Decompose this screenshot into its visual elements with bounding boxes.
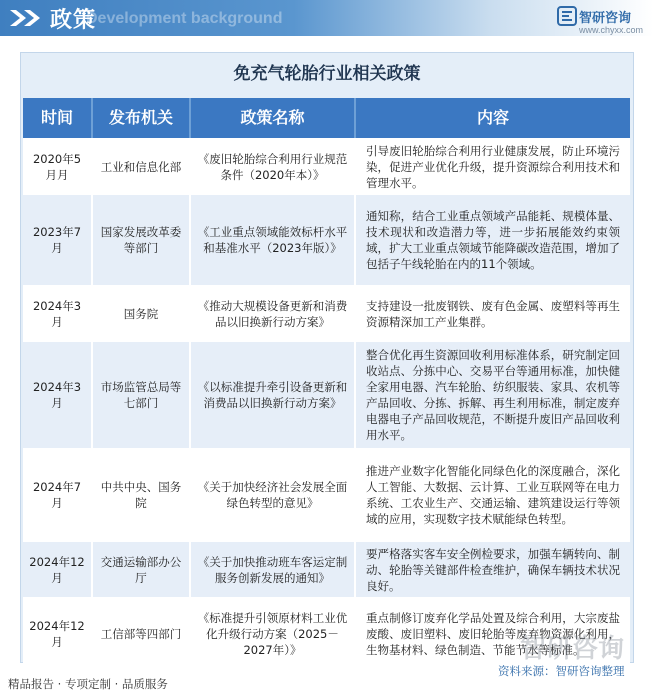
source-note: 资料来源：智研咨询整理 — [498, 664, 625, 678]
cell-time: 2024年12月 — [23, 542, 93, 597]
cell-time: 2020年5月月 — [23, 140, 93, 193]
brand-logo-block — [557, 6, 649, 36]
table-header-row — [23, 98, 630, 140]
brand-name: 智研咨询 — [579, 11, 632, 26]
cell-content: 重点制修订废弃化学品处置及综合利用，大宗废盐废酸、废旧塑料、废旧轮胎等废弃物资源化利用，生物基材料、绿色制造、节能节水等标准。 — [366, 610, 620, 657]
cell-policy: 《标准提升引领原材料工业优化升级行动方案（2025－2027年）》 — [191, 599, 356, 668]
cell-time: 2024年3月 — [23, 287, 93, 340]
cell-time: 2024年7月 — [23, 450, 93, 540]
section-title: 政策 — [50, 8, 97, 33]
cell-time: 2023年7月 — [23, 195, 93, 285]
cell-content: 要严格落实客车安全例检要求，加强车辆转向、制动、轮胎等关键部件检查维护，确保车辆技术状况良好。 — [366, 546, 620, 593]
policy-table — [23, 98, 630, 670]
cell-policy: 《关于加快推动班车客运定制服务创新发展的通知》 — [191, 542, 356, 597]
cell-agency: 工信部等四部门 — [93, 599, 191, 668]
cell-content: 通知称，结合工业重点领域产品能耗、规模体量、技术现状和改造潜力等，进一步拓展能效约束领域，扩大工业重点领域节能降碳改造范围，增加了包括子午线轮胎在内的11个领域。 — [366, 209, 620, 271]
section-banner — [0, 0, 653, 36]
column-header-policy: 政策名称 — [191, 98, 356, 138]
banner-watermark: Development background — [86, 10, 283, 27]
table-row — [23, 287, 630, 342]
brand-url: www.chyxx.com — [579, 25, 644, 35]
cell-agency: 交通运输部办公厅 — [93, 542, 191, 597]
column-header-agency: 发布机关 — [93, 98, 191, 138]
corner-watermark: 智研咨询 — [520, 634, 625, 664]
cell-policy: 《关于加快经济社会发展全面绿色转型的意见》 — [191, 450, 356, 540]
cell-agency: 国家发展改革委等部门 — [93, 195, 191, 285]
cell-agency: 工业和信息化部 — [93, 140, 191, 193]
double-chevron-icon — [8, 8, 48, 28]
cell-agency: 市场监管总局等七部门 — [93, 342, 191, 448]
cell-agency: 中共中央、国务院 — [93, 450, 191, 540]
column-header-content: 内容 — [476, 108, 509, 127]
cell-content: 引导废旧轮胎综合利用行业健康发展，防止环境污染，促进产业优化升级，提升资源综合利用技术和管理水平。 — [366, 143, 620, 190]
cell-policy: 《废旧轮胎综合利用行业规范条件（2020年本）》 — [191, 140, 356, 193]
table-row — [23, 450, 630, 542]
cell-policy: 《工业重点领域能效标杆水平和基准水平（2023年版）》 — [191, 195, 356, 285]
cell-agency: 国务院 — [93, 287, 191, 340]
footer-tagline: 精品报告 · 专项定制 · 品质服务 — [8, 677, 168, 691]
cell-time: 2024年12月 — [23, 599, 93, 668]
cell-policy: 《以标准提升牵引设备更新和消费品以旧换新行动方案》 — [191, 342, 356, 448]
brand-logo-icon — [557, 6, 577, 26]
cell-content: 推进产业数字化智能化同绿色化的深度融合，深化人工智能、大数据、云计算、工业互联网等在电力系统、工农业生产、交通运输、建筑建设运行等领域的应用，实现数字技术赋能绿色转型。 — [366, 464, 620, 526]
cell-time: 2024年3月 — [23, 342, 93, 448]
table-row — [23, 140, 630, 195]
table-row — [23, 342, 630, 450]
table-row — [23, 542, 630, 599]
cell-policy: 《推动大规模设备更新和消费品以旧换新行动方案》 — [191, 287, 356, 340]
table-title: 免充气轮胎行业相关政策 — [233, 64, 421, 84]
policy-table-frame — [20, 52, 634, 663]
cell-content: 整合优化再生资源回收利用标准体系，研究制定回收站点、分拣中心、交易平台等通用标准，加快健全家用电器、汽车轮胎、纺织服装、家具、农机等产品回收、分拣、拆解、再生利用标准，制定废弃电器电子产品回收规范，不断提升废旧产品回收利用水平。 — [366, 348, 620, 442]
table-row — [23, 195, 630, 287]
column-header-time: 时间 — [23, 98, 93, 138]
cell-content: 支持建设一批废钢铁、废有色金属、废塑料等再生资源精深加工产业集群。 — [366, 298, 620, 329]
